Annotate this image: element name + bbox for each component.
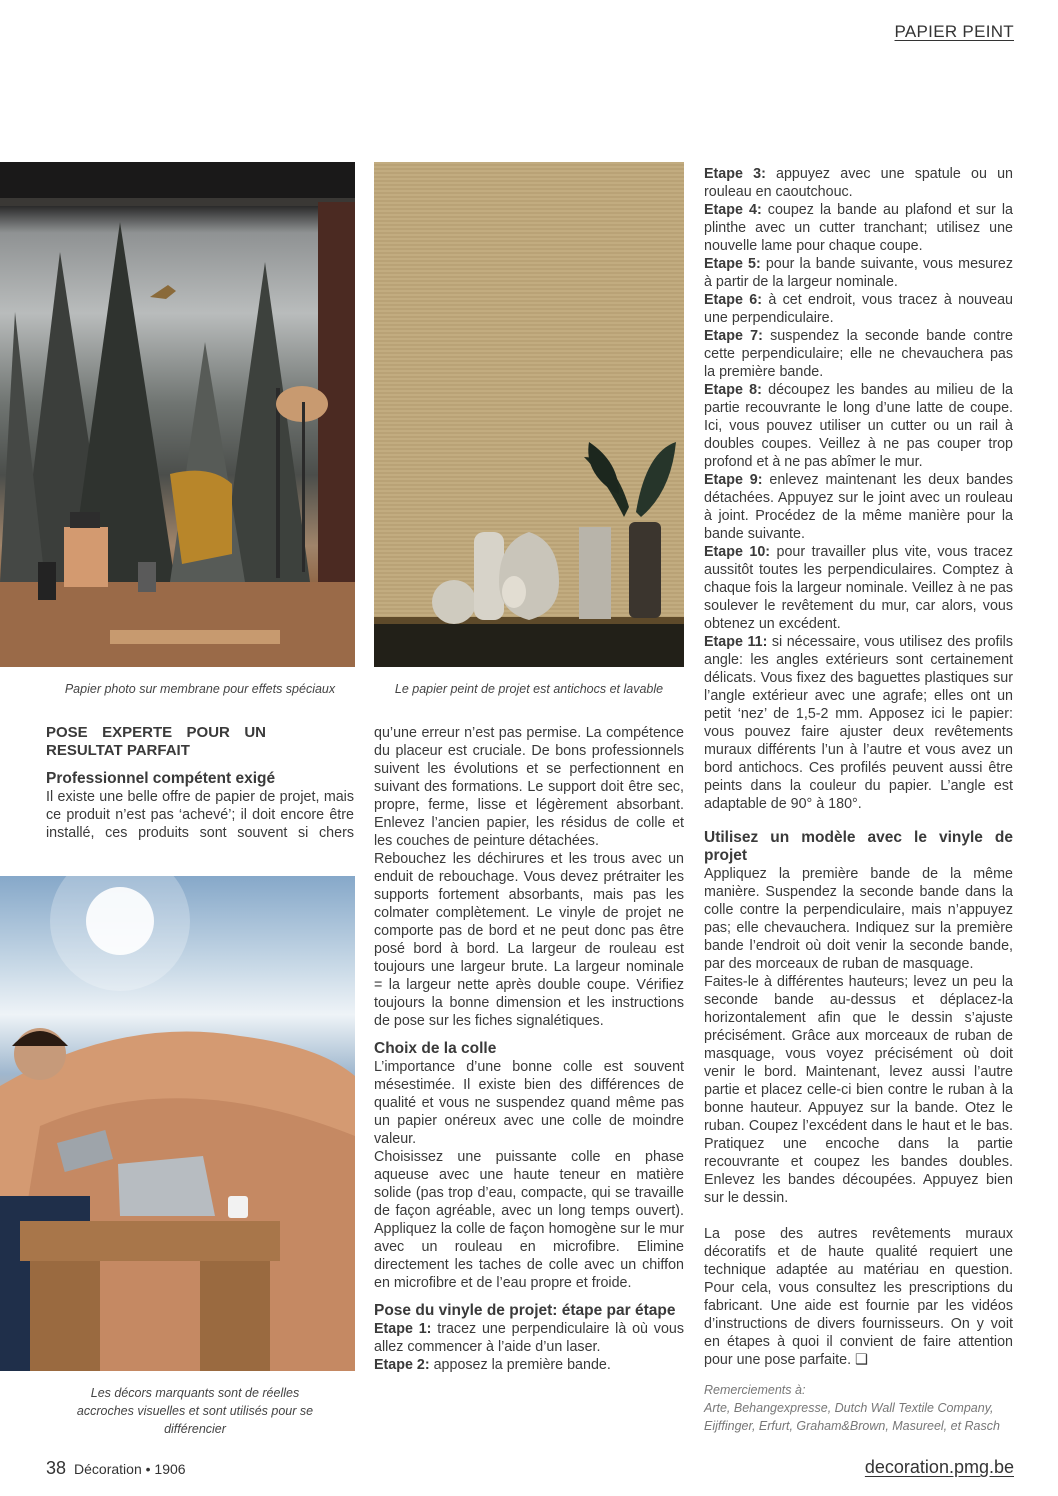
article-heading: POSE EXPERTE POUR UN RESULTAT PARFAIT	[46, 724, 266, 759]
step-11: Etape 11: si nécessaire, vous utilisez des profils angle: les angles extérieurs sont certainement délicats. Vous fixez des baguettes plastiques sur l’angle extérieur avec une agrafe; elles ont un petit ‘nez’ de 1,5-2 mm. Apposez ici le papier: vous pouvez faire ajuster deux revêtements muraux différents l’un à l’autre et vous avez un bord antichocs. Ces profilés peuvent aussi être peints dans la couleur du papier. L’angle est adaptable de 90° à 180°.	[704, 634, 1014, 812]
subheading-modele: Utilisez un modèle avec le vinyle de projet	[704, 829, 1013, 864]
step-5: Etape 5: pour la bande suivante, vous mesurez à partir de la largeur nominale.	[704, 256, 1013, 290]
living-room-photo	[0, 162, 355, 667]
step-10: Etape 10: pour travailler plus vite, vous tracez aussitôt toutes les perpendiculaires. Comptez à chaque fois la largeur nominale. Veillez à ne pas soulever le revêtement du mur, car alors, vous obtenez un excédent.	[704, 544, 1013, 632]
paragraph-modele-1: Appliquez la première bande de la même manière. Suspendez la seconde bande dans la colle contre la perpendiculaire, mais n’appuyez pas; elle chevauchera. Indiquez sur la première bande l’endroit où doit venir la seconde bande, par des morceaux de ruban de masquage.	[704, 866, 1013, 972]
thanks-list: Arte, Behangexpresse, Dutch Wall Textile Company, Eijffinger, Erfurt, Graham&Brown, Masureel, et Rasch	[704, 1401, 1000, 1433]
desert-illustration	[0, 876, 355, 1371]
subheading-pose-vinyle: Pose du vinyle de projet: étape par étape	[374, 1302, 676, 1319]
paragraph-intro-continued: qu’une erreur n’est pas permise. La compétence du placeur est cruciale. De bons professionnels suivent les évolutions et se perfectionnent en suivant des formations. Le support doit être sec, propre, ferme, lisse et légèrement absorbant. Enlevez l’ancien papier, les résidus de colle et les couches de peinture détachées.	[374, 725, 684, 849]
subheading-colle: Choix de la colle	[374, 1040, 497, 1057]
step-9: Etape 9: enlevez maintenant les deux bandes détachées. Appuyez sur le joint avec un rouleau à joint. Procédez de la même manière pour la bande suivante.	[704, 472, 1014, 542]
end-mark-icon: ❑	[855, 1352, 868, 1368]
step-3: Etape 3: appuyez avec une spatule ou un rouleau en caoutchouc.	[704, 166, 1013, 200]
article-column-3	[704, 165, 1013, 1435]
paragraph-rebouchez: Rebouchez les déchirures et les trous avec un enduit de rebouchage. Vous devez prétraiter les supports fortement absorbants, mais pas les colmater complètement. Le vinyle de projet ne comporte pas de bord et ne peut donc pas être posé bord à bord. La largeur de rouleau est toujours une largeur brute. La largeur nominale = la largeur nette après double coupe. Vérifiez toujours la bonne dimension et les instructions de pose sur les fiches signalétiques.	[374, 851, 684, 1029]
step-7: Etape 7: suspendez la seconde bande contre cette perpendiculaire; elle ne chevauchera pas la première bande.	[704, 328, 1013, 380]
page-number: 38	[46, 1458, 67, 1478]
caption-living-room: Papier photo sur membrane pour effets spéciaux	[64, 682, 336, 696]
vases-photo	[374, 162, 684, 667]
paragraph-conclusion: La pose des autres revêtements muraux décoratifs et de haute qualité requiert une technique adaptée au matériau en question. Pour cela, vous consultez les prescriptions du fabricant. Une aide est fournie par les vidéos d’instructions de divers fournisseurs. On y voit en étapes à quoi il convient de faire attention pour une pose parfaite. ❑	[704, 1226, 1013, 1368]
section-label: PAPIER PEINT	[894, 22, 1014, 41]
page-footer-info	[46, 1458, 186, 1479]
subheading-professionnel: Professionnel compétent exigé	[46, 770, 276, 787]
magazine-issue: Décoration • 1906	[74, 1461, 186, 1477]
paragraph-colle-2: Choisissez une puissante colle en phase aqueuse avec une haute teneur en matière solide (pas trop d’eau, compacte, qui se travaille de façon agréable, avec un long temps ouvert). Appliquez la colle de façon homogène sur le mur avec un rouleau en microfibre. Elimine directement les taches de colle avec un chiffon en microfibre et de l’eau propre et froide.	[374, 1149, 684, 1291]
article-column-2	[374, 724, 684, 1374]
desert-photo	[0, 876, 355, 1371]
step-2: Etape 2: apposez la première bande.	[374, 1357, 611, 1373]
paragraph-intro: Il existe une belle offre de papier de projet, mais ce produit n’est pas ‘achevé’; il doit encore être installé, ces produits sont souvent si chers	[46, 789, 354, 841]
article-intro	[46, 724, 354, 842]
website-link[interactable]: decoration.pmg.be	[864, 1457, 1014, 1477]
step-4: Etape 4: coupez la bande au plafond et sur la plinthe avec un cutter tranchant; utilisez une nouvelle lame pour chaque coupe.	[704, 202, 1013, 254]
vases-illustration	[374, 162, 684, 667]
paragraph-modele-2: Faites-le à différentes hauteurs; levez un peu la seconde bande au-dessus et déplacez-la horizontalement afin que le dessin s’ajuste précisément. Grâce aux morceaux de ruban de masquage, vous voyez précisément où doit venir le bord. Maintenant, levez aussi l’autre partie et placez celle-ci bien contre le ruban à la bonne hauteur. Appuyez sur la bande. Otez le ruban. Coupez l’excédent dans le haut et le bas. Pratiquez une encoche dans la partie recouvrante et coupez les bandes doubles. Enlevez les bandes découpées. Appuyez bien sur le dessin.	[704, 974, 1013, 1206]
caption-vases: Le papier peint de projet est antichocs et lavable	[394, 682, 664, 696]
forest-mural-illustration	[0, 162, 355, 667]
caption-desert: Les décors marquants sont de réelles accroches visuelles et sont utilisés pour se différencier	[76, 1386, 314, 1436]
step-8: Etape 8: découpez les bandes au milieu de la partie recouvrante le long d’une latte de coupe. Ici, vous pouvez utiliser un cutter ou un rail à doubles coupes. Veillez à ne pas couper trop profond et à ne pas abîmer le mur.	[704, 382, 1013, 470]
step-6: Etape 6: à cet endroit, vous tracez à nouveau une perpendiculaire.	[704, 292, 1013, 326]
step-1: Etape 1: tracez une perpendiculaire là où vous allez commencer à l’aide d’un laser.	[374, 1321, 685, 1355]
thanks-title: Remerciements à:	[704, 1383, 806, 1397]
paragraph-colle-1: L’importance d’une bonne colle est souvent mésestimée. Il existe bien des différences de qualité et vous ne suspendez quand même pas un papier onéreux avec une colle de moindre valeur.	[374, 1059, 684, 1147]
